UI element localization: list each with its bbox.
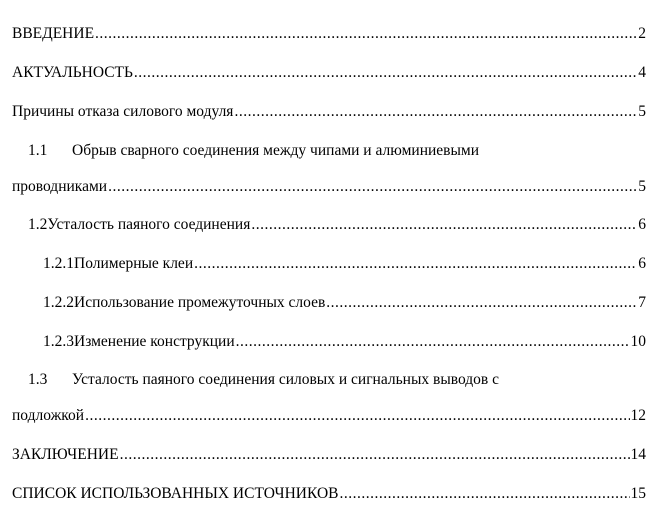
toc-page-number: 14 xyxy=(630,446,646,463)
dot-leader xyxy=(236,332,630,352)
toc-page-number: 6 xyxy=(638,255,646,272)
toc-entry-1-2-1[interactable] xyxy=(0,254,666,274)
toc-page-number: 12 xyxy=(630,407,646,424)
dot-leader xyxy=(234,102,637,122)
toc-page-number: 6 xyxy=(638,216,646,233)
toc-page-number: 10 xyxy=(630,333,646,350)
toc-section-number: 1.1 xyxy=(28,142,48,159)
toc-entry-title: Изменение конструкции xyxy=(74,333,235,350)
toc-entry-title: Причины отказа силового модуля xyxy=(12,103,234,120)
toc-entry-title: Использование промежуточных слоев xyxy=(74,294,326,311)
toc-entry-title: Полимерные клеи xyxy=(74,255,194,272)
toc-entry-title: ЗАКЛЮЧЕНИЕ xyxy=(12,446,119,463)
toc-entry-1-3[interactable] xyxy=(0,370,666,430)
dot-leader xyxy=(108,177,637,197)
dot-leader xyxy=(326,293,637,313)
toc-entry-references[interactable] xyxy=(0,484,666,504)
toc-page-number: 4 xyxy=(638,64,646,81)
toc-entry-1-2-2[interactable] xyxy=(0,293,666,313)
toc-entry-title-line1: Обрыв сварного соединения между чипами и алюминиевыми xyxy=(72,142,480,159)
toc-page-number: 5 xyxy=(638,178,646,195)
toc-entry-intro[interactable] xyxy=(0,24,666,44)
toc-entry-title-line1: Усталость паяного соединения силовых и сигнальных выводов с xyxy=(72,371,499,388)
toc-entry-failure-causes[interactable] xyxy=(0,102,666,122)
toc-entry-conclusion[interactable] xyxy=(0,445,666,465)
toc-entry-title: СПИСОК ИСПОЛЬЗОВАННЫХ ИСТОЧНИКОВ xyxy=(12,485,339,502)
dot-leader xyxy=(339,484,629,504)
toc-entry-1-1[interactable] xyxy=(0,141,666,201)
toc-entry-title-line2: проводниками xyxy=(12,178,108,195)
toc-entry-1-2-3[interactable] xyxy=(0,332,666,352)
toc-page-number: 15 xyxy=(630,485,646,502)
dot-leader xyxy=(194,254,637,274)
toc-entry-relevance[interactable] xyxy=(0,63,666,83)
dot-leader xyxy=(95,24,637,44)
toc-section-number: 1.3 xyxy=(28,371,48,388)
dot-leader xyxy=(85,406,629,426)
toc-entry-title: ВВЕДЕНИЕ xyxy=(12,25,95,42)
toc-section-number: 1.2.2 xyxy=(43,294,74,311)
toc-section-number: 1.2 xyxy=(28,216,48,233)
dot-leader xyxy=(134,63,637,83)
dot-leader xyxy=(251,215,637,235)
toc-entry-title-line2: подложкой xyxy=(12,407,85,424)
toc-section-number: 1.2.1 xyxy=(43,255,74,272)
toc-section-number: 1.2.3 xyxy=(43,333,74,350)
toc-page-number: 5 xyxy=(638,103,646,120)
toc-entry-title: АКТУАЛЬНОСТЬ xyxy=(12,64,133,81)
toc-entry-title: Усталость паяного соединения xyxy=(47,216,251,233)
toc-entry-1-2[interactable] xyxy=(0,215,666,235)
toc-page-number: 2 xyxy=(638,25,646,42)
toc-page-number: 7 xyxy=(638,294,646,311)
dot-leader xyxy=(120,445,630,465)
